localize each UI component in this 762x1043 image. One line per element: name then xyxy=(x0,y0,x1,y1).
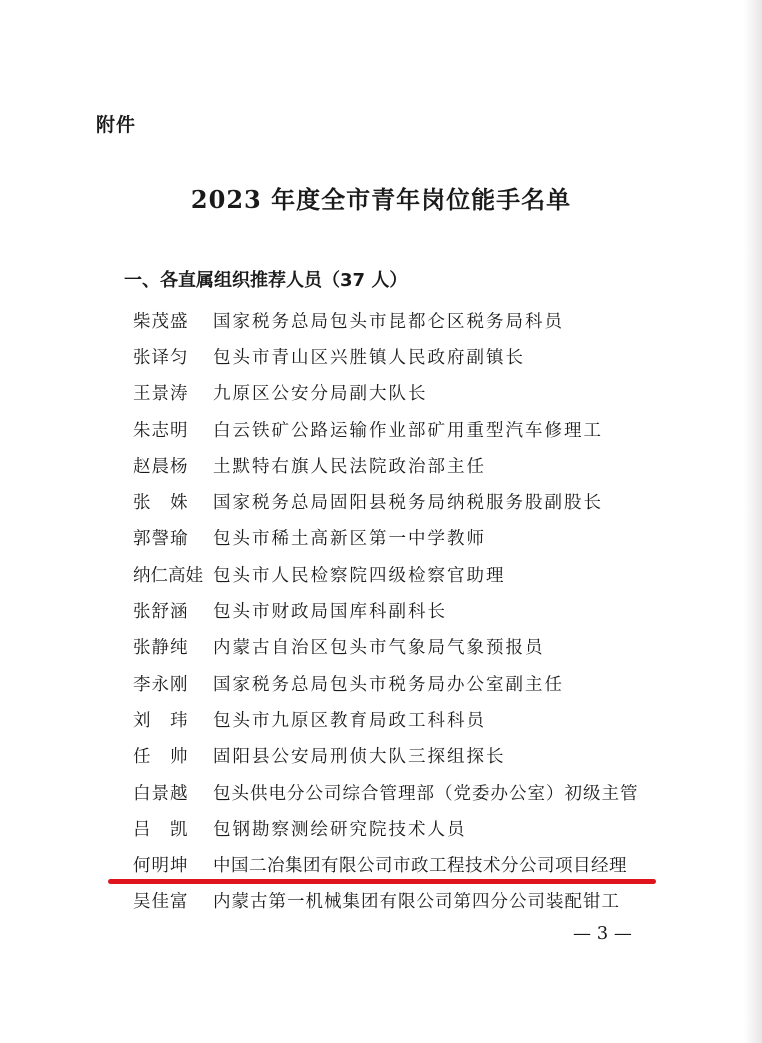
list-item xyxy=(133,701,639,737)
list-item xyxy=(133,520,639,556)
person-name: 张译匀 xyxy=(133,347,189,368)
list-item xyxy=(133,846,639,882)
person-position: 包头市青山区兴胜镇人民政府副镇长 xyxy=(213,347,525,368)
list-item xyxy=(133,774,639,810)
person-name: 赵晨杨 xyxy=(133,456,189,477)
document-title: 2023 年度全市青年岗位能手名单 xyxy=(190,185,572,214)
list-item xyxy=(133,883,639,919)
list-item xyxy=(133,447,639,483)
person-position: 内蒙古第一机械集团有限公司第四分公司装配钳工 xyxy=(213,892,620,913)
attachment-label: 附件 xyxy=(96,114,137,136)
person-name: 吴佳富 xyxy=(133,892,189,913)
page-edge-shadow xyxy=(744,0,762,1043)
list-item xyxy=(133,375,639,411)
list-item xyxy=(133,302,639,338)
person-position: 土默特右旗人民法院政治部主任 xyxy=(213,456,486,477)
person-position: 国家税务总局固阳县税务局纳税服务股副股长 xyxy=(213,493,603,514)
name-list xyxy=(133,302,639,919)
highlight-underline xyxy=(108,879,656,884)
list-item xyxy=(133,592,639,628)
person-position: 包头市财政局国库科副科长 xyxy=(213,602,447,623)
person-position: 内蒙古自治区包头市气象局气象预报员 xyxy=(213,638,545,659)
list-item xyxy=(133,338,639,374)
person-name: 吕 凯 xyxy=(133,819,189,840)
person-name: 朱志明 xyxy=(133,420,189,441)
person-name: 王景涛 xyxy=(133,384,189,405)
page-number: — 3 — xyxy=(573,923,632,944)
person-name: 郭謦瑜 xyxy=(133,529,189,550)
person-position: 国家税务总局包头市昆都仑区税务局科员 xyxy=(213,311,564,332)
person-name: 刘 玮 xyxy=(133,710,189,731)
person-name: 纳仁高娃 xyxy=(133,565,203,586)
list-item xyxy=(133,556,639,592)
person-position: 国家税务总局包头市税务局办公室副主任 xyxy=(213,674,564,695)
section-heading: 一、各直属组织推荐人员（37 人） xyxy=(124,270,408,291)
person-position: 包头市九原区教育局政工科科员 xyxy=(213,710,486,731)
person-name: 何明坤 xyxy=(133,856,189,877)
list-item xyxy=(133,411,639,447)
person-name: 张 姝 xyxy=(133,493,189,514)
list-item xyxy=(133,629,639,665)
person-name: 白景越 xyxy=(133,783,189,804)
list-item xyxy=(133,483,639,519)
person-name: 李永刚 xyxy=(133,674,189,695)
person-position: 中国二冶集团有限公司市政工程技术分公司项目经理 xyxy=(213,856,627,877)
person-position: 包头供电分公司综合管理部（党委办公室）初级主管 xyxy=(213,783,639,804)
person-name: 柴茂盛 xyxy=(133,311,189,332)
list-item xyxy=(133,810,639,846)
person-name: 张舒涵 xyxy=(133,602,189,623)
person-name: 张静纯 xyxy=(133,638,189,659)
list-item xyxy=(133,665,639,701)
person-position: 九原区公安分局副大队长 xyxy=(213,384,428,405)
person-position: 白云铁矿公路运输作业部矿用重型汽车修理工 xyxy=(213,420,603,441)
list-item xyxy=(133,738,639,774)
person-position: 包头市人民检察院四级检察官助理 xyxy=(213,565,506,586)
person-name: 任 帅 xyxy=(133,747,189,768)
person-position: 包头市稀土高新区第一中学教师 xyxy=(213,529,486,550)
person-position: 固阳县公安局刑侦大队三探组探长 xyxy=(213,747,506,768)
person-position: 包钢勘察测绘研究院技术人员 xyxy=(213,819,467,840)
